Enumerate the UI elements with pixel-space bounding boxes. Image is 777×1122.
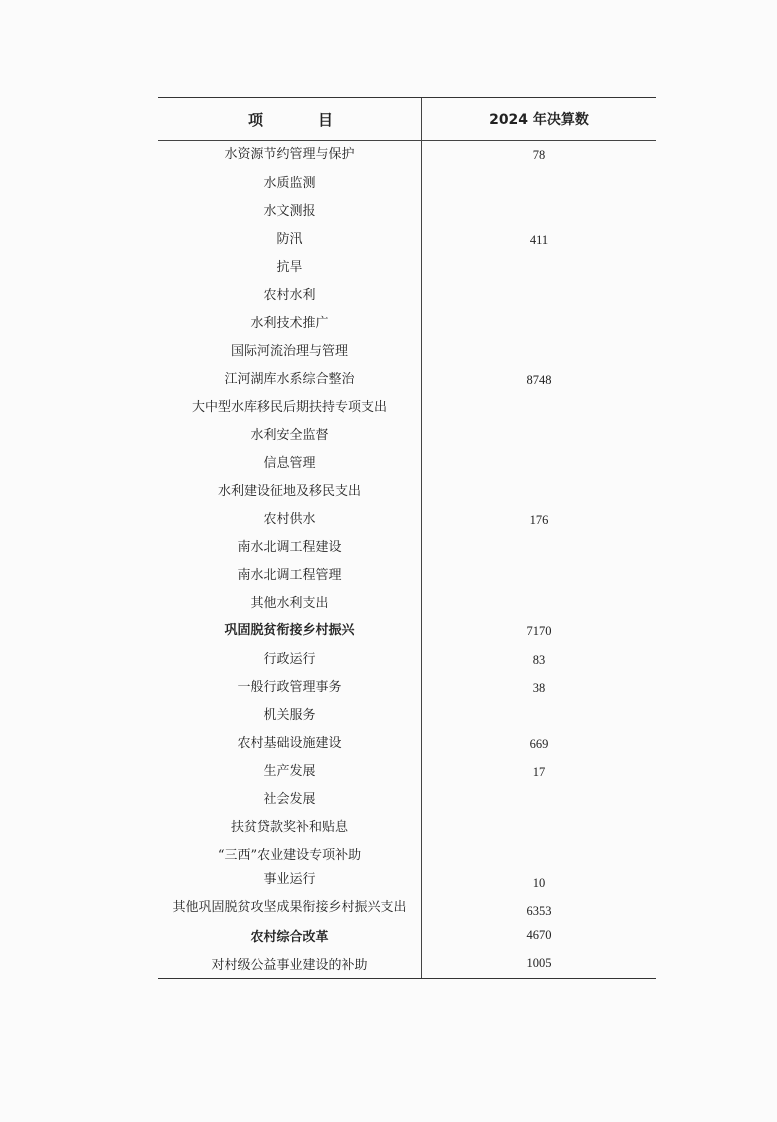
row-value: 78 — [532, 148, 546, 162]
table-row — [158, 508, 656, 532]
row-name: “三西”农业建设专项补助 — [217, 848, 362, 863]
row-value — [422, 480, 656, 504]
row-value: 7170 — [526, 624, 552, 638]
row-name: 机关服务 — [263, 708, 316, 723]
row-value — [422, 816, 656, 840]
row-value: 4670 — [526, 928, 552, 942]
row-value: 6353 — [526, 904, 552, 918]
table-row — [158, 816, 656, 840]
row-name: 国际河流治理与管理 — [230, 344, 348, 359]
row-name: 其他水利支出 — [250, 596, 329, 611]
row-name: 行政运行 — [263, 652, 316, 667]
row-name: 农村综合改革 — [250, 930, 329, 945]
row-name: 一般行政管理事务 — [237, 680, 342, 695]
table-row — [158, 340, 656, 364]
row-value — [422, 256, 656, 280]
row-value — [422, 284, 656, 308]
table-bottom-rule — [158, 978, 656, 979]
row-name: 生产发展 — [263, 764, 316, 779]
row-name: 事业运行 — [263, 872, 316, 887]
row-value — [422, 396, 656, 420]
row-name: 水利安全监督 — [250, 428, 329, 443]
row-value — [422, 340, 656, 364]
table-row — [158, 284, 656, 308]
row-value — [422, 704, 656, 728]
table-row — [158, 396, 656, 420]
row-value — [422, 172, 656, 196]
row-value — [422, 564, 656, 588]
row-name: 抗旱 — [276, 260, 303, 275]
table-row — [158, 788, 656, 812]
table-row — [158, 256, 656, 280]
table-row — [158, 868, 656, 892]
row-name: 防汛 — [276, 232, 303, 247]
table-row-category — [158, 926, 656, 950]
row-value: 38 — [532, 681, 546, 695]
row-name: 水资源节约管理与保护 — [224, 147, 355, 162]
table-row — [158, 732, 656, 756]
row-value — [422, 200, 656, 224]
row-name: 巩固脱贫衔接乡村振兴 — [224, 623, 355, 638]
row-name: 其他巩固脱贫攻坚成果衔接乡村振兴支出 — [172, 900, 407, 915]
row-name: 水利技术推广 — [250, 316, 329, 331]
row-value: 8748 — [526, 373, 552, 387]
row-name: 农村水利 — [263, 288, 316, 303]
table-row — [158, 228, 656, 252]
table-row — [158, 143, 656, 167]
row-value: 17 — [532, 765, 546, 779]
table-row — [158, 536, 656, 560]
row-name: 南水北调工程管理 — [237, 568, 342, 583]
table-row — [158, 954, 656, 978]
row-value — [422, 424, 656, 448]
table-row — [158, 676, 656, 700]
table-row — [158, 592, 656, 616]
row-name: 水文测报 — [263, 204, 316, 219]
header-item-label-2: 目 — [318, 111, 334, 129]
header-item-label-1: 项 — [248, 111, 264, 129]
row-name: 水利建设征地及移民支出 — [217, 484, 361, 499]
table-row — [158, 424, 656, 448]
row-name: 农村基础设施建设 — [237, 736, 342, 751]
row-name: 扶贫贷款奖补和贴息 — [230, 820, 348, 835]
row-value — [422, 592, 656, 616]
table-row — [158, 704, 656, 728]
row-name: 南水北调工程建设 — [237, 540, 342, 555]
row-name: 农村供水 — [263, 512, 316, 527]
row-name: 水质监测 — [263, 176, 316, 191]
row-value — [422, 452, 656, 476]
row-value — [422, 844, 656, 868]
row-name: 对村级公益事业建设的补助 — [211, 958, 368, 973]
row-value — [422, 788, 656, 812]
table-row — [158, 648, 656, 672]
table-row — [158, 368, 656, 392]
budget-table — [158, 97, 656, 981]
table-header-rule — [158, 140, 656, 141]
row-name: 大中型水库移民后期扶持专项支出 — [191, 400, 387, 415]
row-value: 176 — [529, 513, 549, 527]
row-name: 信息管理 — [263, 456, 316, 471]
table-row — [158, 172, 656, 196]
table-row — [158, 480, 656, 504]
row-value: 83 — [532, 653, 546, 667]
table-row — [158, 844, 656, 868]
row-value: 10 — [532, 876, 546, 890]
table-top-rule — [158, 97, 656, 98]
row-value: 669 — [529, 737, 549, 751]
table-row — [158, 564, 656, 588]
row-value — [422, 536, 656, 560]
table-row — [158, 200, 656, 224]
table-row — [158, 452, 656, 476]
row-value — [422, 312, 656, 336]
row-name: 江河湖库水系综合整治 — [224, 372, 355, 387]
header-year-label: 2024 年决算数 — [489, 112, 589, 128]
row-name: 社会发展 — [263, 792, 316, 807]
row-value: 411 — [529, 233, 549, 247]
table-row — [158, 312, 656, 336]
table-row — [158, 760, 656, 784]
table-row-category — [158, 619, 656, 643]
table-row — [158, 896, 656, 920]
row-value: 1005 — [526, 956, 552, 970]
